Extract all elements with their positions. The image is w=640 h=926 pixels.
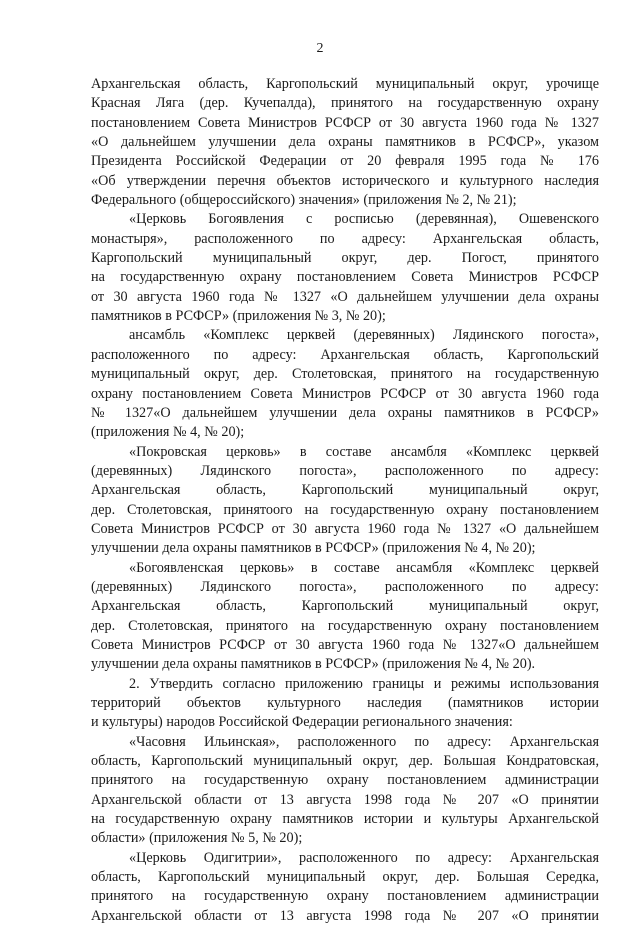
text-line: Совета Министров РСФСР от 30 августа 1960 года № 1327«О дальнейшем — [91, 636, 599, 653]
text-line: расположенного по адресу: Архангельская область, Каргопольский — [91, 346, 599, 363]
text-line: «О дальнейшем улучшении дела охраны памятников в РСФСР», указом — [91, 134, 599, 151]
text-line: Президента Российской Федерации от 20 февраля 1995 года № 176 — [91, 153, 599, 170]
page-number: 2 — [316, 41, 324, 56]
text-line: улучшении дела охраны памятников в РСФСР» (приложения № 4, № 20). — [91, 656, 536, 673]
text-line: и культуры) народов Российской Федерации регионального значения: — [91, 714, 513, 731]
text-line: Архангельской области от 13 августа 1998 года № 207 «О принятии — [91, 791, 599, 808]
paragraph — [91, 326, 599, 442]
text-line: 2. Утвердить согласно приложению границы и режимы использования — [129, 675, 599, 692]
text-line: монастыря», расположенного по адресу: Архангельская область, — [91, 230, 599, 247]
text-line: Федерального (общероссийского) значения» (приложения № 2, № 21); — [91, 192, 517, 209]
text-line: Архангельская область, Каргопольский муниципальный округ, урочище — [91, 76, 599, 92]
text-line: от 30 августа 1960 года № 1327 «О дальнейшем улучшении дела охраны — [91, 288, 599, 305]
text-line: на государственную охрану памятников истории и культуры Архангельской — [91, 811, 599, 828]
text-line: памятников в РСФСР» (приложения № 3, № 20); — [91, 308, 386, 325]
text-line: области» (приложения № 5, № 20); — [91, 830, 303, 847]
paragraph — [91, 849, 599, 926]
paragraph — [91, 443, 599, 559]
text-line: дер. Столетовская, принятого на государственную охрану постановлением — [91, 617, 599, 634]
text-line: улучшении дела охраны памятников в РСФСР» (приложения № 4, № 20); — [91, 540, 536, 557]
text-line: охрану постановлением Совета Министров РСФСР от 30 августа 1960 года — [91, 385, 599, 402]
text-line: «Об утверждении перечня объектов исторического и культурного наследия — [91, 172, 599, 189]
text-line: Красная Ляга (дер. Кучепалда), принятого на государственную охрану — [91, 95, 599, 112]
text-line: (деревянных) Лядинского погоста», расположенного по адресу: — [91, 578, 599, 595]
text-line: территорий объектов культурного наследия (памятников истории — [91, 695, 599, 711]
text-line: Архангельская область, Каргопольский муниципальный округ, — [91, 482, 599, 499]
paragraph — [91, 75, 599, 210]
text-line: Архангельская область, Каргопольский муниципальный округ, — [91, 598, 599, 615]
text-line: область, Каргопольский муниципальный округ, дер. Большая Кондратовская, — [91, 753, 599, 770]
text-line: (приложения № 4, № 20); — [91, 424, 245, 441]
text-line: постановлением Совета Министров РСФСР от 30 августа 1960 года № 1327 — [91, 114, 599, 131]
paragraph — [91, 210, 599, 326]
text-line: «Церковь Богоявления с росписью (деревянная), Ошевенского — [129, 211, 599, 228]
text-line: принятого на государственную охрану постановлением администрации — [91, 772, 599, 789]
paragraph — [91, 733, 599, 849]
text-line: № 1327«О дальнейшем улучшении дела охраны памятников в РСФСР» — [91, 404, 599, 421]
text-line: на государственную охрану постановлением Совета Министров РСФСР — [91, 269, 599, 286]
text-line: дер. Столетовская, принятоого на государственную охрану постановлением — [91, 501, 599, 518]
text-line: принятого на государственную охрану постановлением администрации — [91, 888, 599, 905]
text-line: «Богоявленская церковь» в составе ансамбля «Комплекс церквей — [129, 559, 599, 576]
text-line: «Часовня Ильинская», расположенного по адресу: Архангельская — [129, 733, 599, 750]
text-line: область, Каргопольский муниципальный округ, дер. Большая Середка, — [91, 869, 599, 886]
text-line: Архангельской области от 13 августа 1998 года № 207 «О принятии — [91, 907, 599, 924]
paragraph — [91, 675, 599, 733]
text-line: «Церковь Одигитрии», расположенного по адресу: Архангельская — [129, 849, 599, 866]
text-line: «Покровская церковь» в составе ансамбля «Комплекс церквей — [129, 443, 599, 460]
document-body — [91, 75, 599, 926]
text-line: ансамбль «Комплекс церквей (деревянных) Лядинского погоста», — [129, 327, 599, 344]
paragraph — [91, 559, 599, 675]
text-line: Каргопольский муниципальный округ, дер. Погост, принятого — [91, 250, 599, 267]
text-line: муниципальный округ, дер. Столетовская, принятого на государственную — [91, 366, 599, 383]
text-line: (деревянных) Лядинского погоста», расположенного по адресу: — [91, 462, 599, 479]
text-line: Совета Министров РСФСР от 30 августа 1960 года № 1327 «О дальнейшем — [91, 520, 599, 537]
